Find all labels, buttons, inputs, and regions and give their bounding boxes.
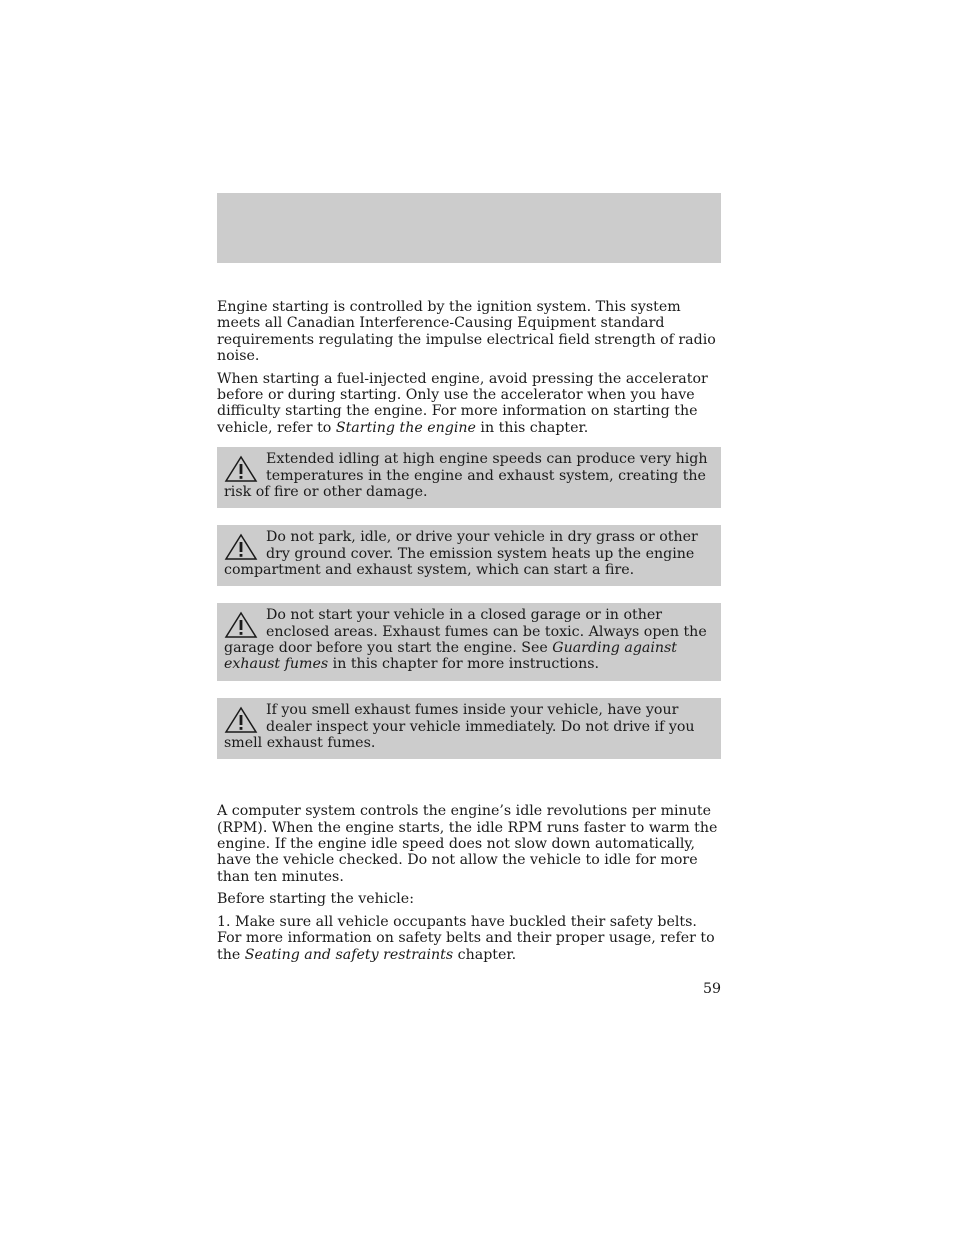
warning-box-idling (217, 447, 721, 508)
warning-text-closed-garage: Do not start your vehicle in a closed garage or in other enclosed areas. Exhaust fumes can be toxic. Always open the garage door before you start the engine. See (224, 607, 707, 657)
warning-reference-exhaust-fumes: Guarding against exhaust fumes (224, 640, 678, 673)
page-number: 59 (702, 981, 721, 997)
warning-triangle-icon (224, 611, 258, 639)
intro-paragraph-2 (217, 371, 721, 437)
page-content (217, 299, 721, 963)
header-band (217, 193, 721, 263)
idle-paragraph: A computer system controls the engine’s idle revolutions per minute (RPM). When the engine starts, the idle RPM runs faster to warm the engine. If the engine idle speed does not slow down automatically, have the vehicle checked. Do not allow the vehicle to idle for more than ten minutes. (217, 803, 718, 885)
warning-triangle-icon (224, 706, 258, 734)
intro-paragraph-2-reference: Starting the engine (335, 419, 476, 436)
step-1-reference: Seating and safety restraints (244, 946, 454, 963)
idle-section (217, 803, 721, 963)
warning-box-dry-grass (217, 525, 721, 586)
before-starting-paragraph: Before starting the vehicle: (217, 891, 414, 908)
warning-triangle-icon (224, 533, 258, 561)
warning-text-closed-garage-end: in this chapter for more instructions. (328, 656, 600, 673)
warning-triangle-icon (224, 455, 258, 483)
intro-paragraph-2-end: in this chapter. (475, 419, 589, 436)
step-1-end: chapter. (453, 946, 517, 963)
warning-box-exhaust-smell (217, 698, 721, 759)
intro-paragraph-1: Engine starting is controlled by the ignition system. This system meets all Canadian Interference-Causing Equipment standard requirements regulating the impulse electrical field strength of radio noise. (217, 299, 716, 365)
intro-paragraph-2-text: When starting a fuel-injected engine, avoid pressing the accelerator before or during starting. Only use the accelerator when you have difficulty starting the engine. For more information on starting the vehicle, refer to (217, 370, 708, 436)
step-1-paragraph (217, 914, 721, 963)
step-1-text: 1. Make sure all vehicle occupants have buckled their safety belts. For more information on safety belts and their proper usage, refer to the (217, 913, 715, 963)
warning-text-idling: Extended idling at high engine speeds can produce very high temperatures in the engine and exhaust system, creating the risk of fire or other damage. (224, 451, 708, 501)
warning-box-closed-garage (217, 603, 721, 681)
warning-text-exhaust-smell: If you smell exhaust fumes inside your vehicle, have your dealer inspect your vehicle immediately. Do not drive if you smell exhaust fumes. (224, 702, 695, 752)
warning-text-dry-grass: Do not park, idle, or drive your vehicle in dry grass or other dry ground cover. The emission system heats up the engine compartment and exhaust system, which can start a fire. (224, 529, 698, 579)
